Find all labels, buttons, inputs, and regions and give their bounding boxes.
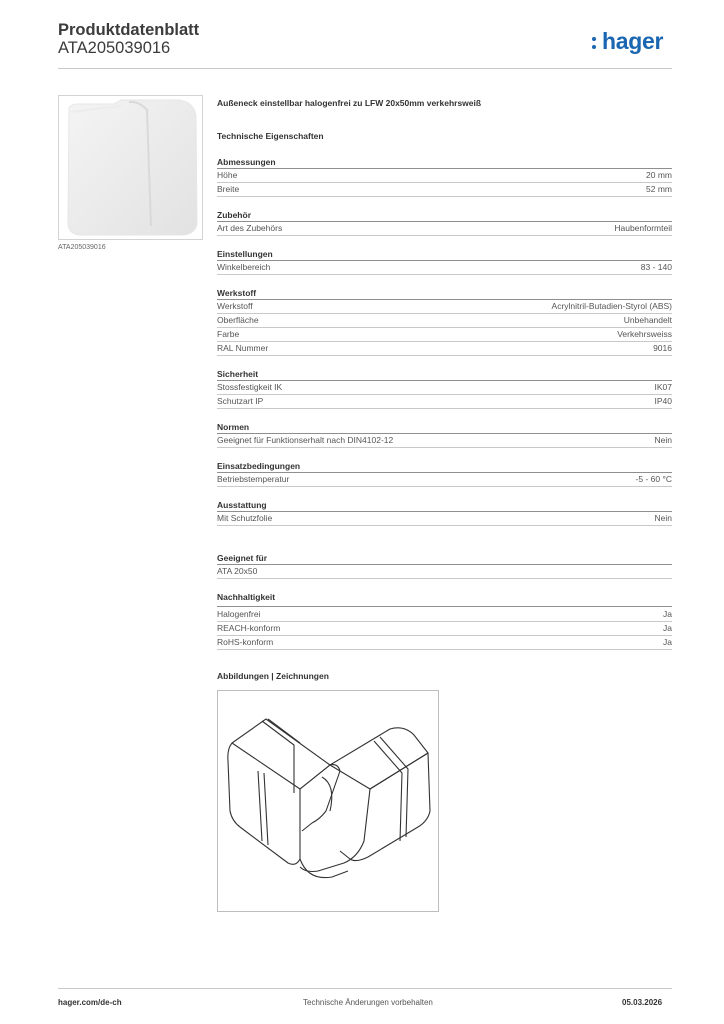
row-value: IK07 (654, 382, 672, 392)
product-description: Außeneck einstellbar halogenfrei zu LFW 20x50mm verkehrsweiß (217, 98, 482, 108)
section-title-abmessungen: Abmessungen (217, 157, 276, 167)
row-label: Geeignet für Funktionserhalt nach DIN4102-12 (217, 435, 394, 445)
table-row (217, 183, 672, 197)
header-divider (58, 68, 672, 69)
row-label: RAL Nummer (217, 343, 269, 353)
table-row (217, 512, 672, 526)
document-title: Produktdatenblatt (58, 21, 200, 39)
row-label: Oberfläche (217, 315, 259, 325)
row-value: Nein (654, 435, 672, 445)
row-label: Breite (217, 184, 240, 194)
row-label: Betriebstemperatur (217, 474, 290, 484)
section-title-nachhaltigkeit: Nachhaltigkeit (217, 592, 276, 602)
tech-properties-heading: Technische Eigenschaften (217, 131, 324, 141)
row-value: Haubenformteil (614, 223, 672, 233)
section-title-normen: Normen (217, 422, 250, 432)
row-value: -5 - 60 °C (635, 474, 672, 484)
row-label: Winkelbereich (217, 262, 271, 272)
footer-website: hager.com/de-ch (58, 998, 122, 1007)
section-title-zubehoer: Zubehör (217, 210, 251, 220)
hager-logo (592, 28, 663, 55)
row-value: Ja (663, 637, 672, 647)
row-value: 9016 (653, 343, 672, 353)
table-row (217, 314, 672, 328)
table-row (217, 434, 672, 448)
article-number: ATA205039016 (58, 39, 171, 57)
table-row (217, 636, 672, 650)
section-title-ausstattung: Ausstattung (217, 500, 267, 510)
row-value: Ja (663, 609, 672, 619)
table-row (217, 169, 672, 183)
row-value: Verkehrsweiss (617, 329, 672, 339)
table-row (217, 622, 672, 636)
product-photo-image (59, 96, 202, 239)
row-value: Unbehandelt (623, 315, 672, 325)
table-row (217, 342, 672, 356)
table-row (217, 222, 672, 236)
table-row (217, 473, 672, 487)
row-label: RoHS-konform (217, 637, 274, 647)
line-drawing-image (218, 691, 438, 911)
table-row (217, 300, 672, 314)
section-rule (217, 606, 672, 607)
footer-notice: Technische Änderungen vorbehalten (303, 998, 433, 1007)
table-row (217, 608, 672, 622)
table-row (217, 381, 672, 395)
footer-divider (58, 988, 672, 989)
row-label: Schutzart IP (217, 396, 264, 406)
product-photo (58, 95, 203, 240)
brand-name: hager (602, 28, 664, 54)
row-value: Ja (663, 623, 672, 633)
row-value: 52 mm (646, 184, 672, 194)
row-label: ATA 20x50 (217, 566, 258, 576)
row-value: IP40 (654, 396, 672, 406)
footer-date: 05.03.2026 (622, 998, 663, 1007)
row-value: 20 mm (646, 170, 672, 180)
section-title-einstellungen: Einstellungen (217, 249, 273, 259)
logo-dots-icon (592, 37, 600, 49)
row-value: Nein (654, 513, 672, 523)
row-value: 83 - 140 (640, 262, 672, 272)
table-row (217, 565, 672, 579)
table-row (217, 328, 672, 342)
row-label: Mit Schutzfolie (217, 513, 273, 523)
section-title-werkstoff: Werkstoff (217, 288, 257, 298)
product-drawing (217, 690, 439, 912)
section-title-geeignet-fuer: Geeignet für (217, 553, 268, 563)
row-label: Halogenfrei (217, 609, 261, 619)
table-row (217, 395, 672, 409)
section-title-abbildungen: Abbildungen | Zeichnungen (217, 671, 329, 681)
row-label: REACH-konform (217, 623, 281, 633)
row-label: Werkstoff (217, 301, 253, 311)
row-value: Acrylnitril-Butadien-Styrol (ABS) (551, 301, 672, 311)
row-label: Farbe (217, 329, 240, 339)
row-label: Stossfestigkeit IK (217, 382, 283, 392)
photo-caption: ATA205039016 (58, 244, 106, 251)
table-row (217, 261, 672, 275)
row-label: Art des Zubehörs (217, 223, 283, 233)
section-title-sicherheit: Sicherheit (217, 369, 259, 379)
section-title-einsatzbedingungen: Einsatzbedingungen (217, 461, 301, 471)
row-label: Höhe (217, 170, 238, 180)
